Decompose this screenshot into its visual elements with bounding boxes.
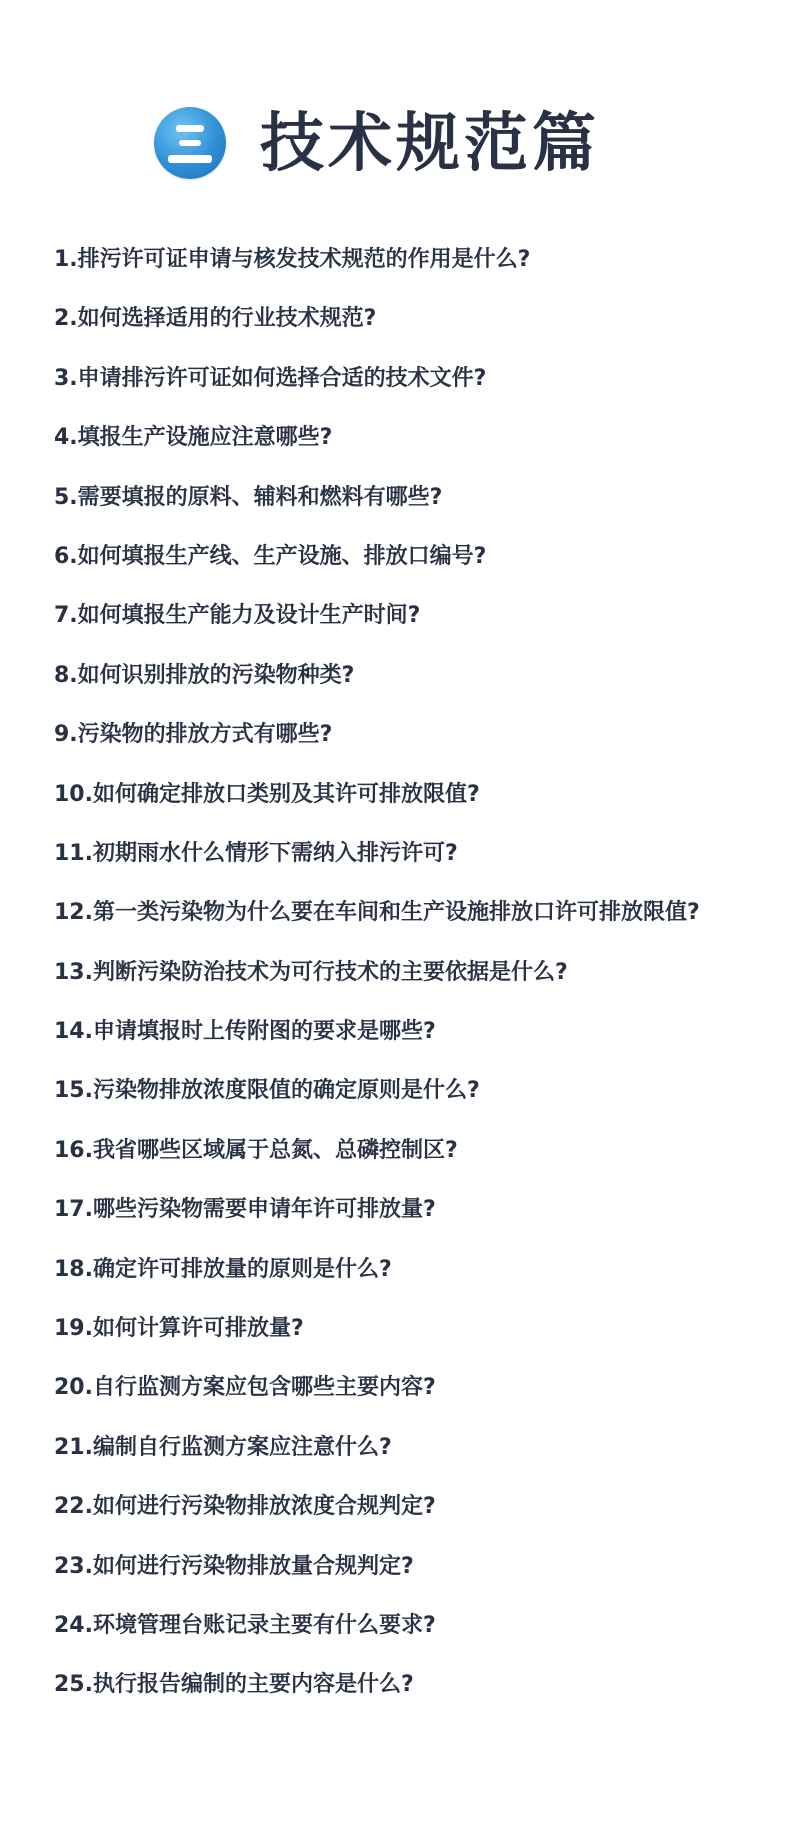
question-item: 20.自行监测方案应包含哪些主要内容? xyxy=(54,1375,436,1401)
question-item: 24.环境管理台账记录主要有什么要求? xyxy=(54,1612,436,1638)
question-item: 22.如何进行污染物排放浓度合规判定? xyxy=(54,1494,436,1520)
page-title: 技术规范篇 xyxy=(260,107,600,181)
question-item: 8.如何识别排放的污染物种类? xyxy=(54,662,355,688)
section-header xyxy=(0,103,800,185)
question-item: 6.如何填报生产线、生产设施、排放口编号? xyxy=(54,543,487,569)
question-item: 10.如何确定排放口类别及其许可排放限值? xyxy=(54,781,480,807)
question-item: 7.如何填报生产能力及设计生产时间? xyxy=(54,603,421,629)
question-item: 5.需要填报的原料、辅料和燃料有哪些? xyxy=(54,484,443,510)
question-item: 1.排污许可证申请与核发技术规范的作用是什么? xyxy=(54,247,531,272)
question-item: 21.编制自行监测方案应注意什么? xyxy=(54,1434,392,1460)
horizontal-bars-icon xyxy=(154,107,226,179)
question-item: 9.污染物的排放方式有哪些? xyxy=(54,722,333,748)
question-item: 17.哪些污染物需要申请年许可排放量? xyxy=(54,1197,436,1223)
badge-bar-bottom xyxy=(168,155,212,163)
question-item: 14.申请填报时上传附图的要求是哪些? xyxy=(54,1019,436,1045)
question-item: 19.如何计算许可排放量? xyxy=(54,1316,304,1342)
badge-bar-middle xyxy=(179,140,201,146)
question-list xyxy=(54,240,794,1725)
question-item: 2.如何选择适用的行业技术规范? xyxy=(54,306,377,332)
question-item: 16.我省哪些区域属于总氮、总磷控制区? xyxy=(54,1137,458,1163)
question-item: 11.初期雨水什么情形下需纳入排污许可? xyxy=(54,840,458,866)
question-item: 13.判断污染防治技术为可行技术的主要依据是什么? xyxy=(54,959,568,985)
question-item: 3.申请排污许可证如何选择合适的技术文件? xyxy=(54,365,487,391)
question-item: 12.第一类污染物为什么要在车间和生产设施排放口许可排放限值? xyxy=(54,900,700,926)
question-item: 18.确定许可排放量的原则是什么? xyxy=(54,1256,392,1282)
question-item: 15.污染物排放浓度限值的确定原则是什么? xyxy=(54,1078,480,1104)
question-item: 25.执行报告编制的主要内容是什么? xyxy=(54,1672,414,1698)
badge-bar-top xyxy=(176,125,204,132)
question-item: 4.填报生产设施应注意哪些? xyxy=(54,425,333,451)
question-item: 23.如何进行污染物排放量合规判定? xyxy=(54,1553,414,1579)
